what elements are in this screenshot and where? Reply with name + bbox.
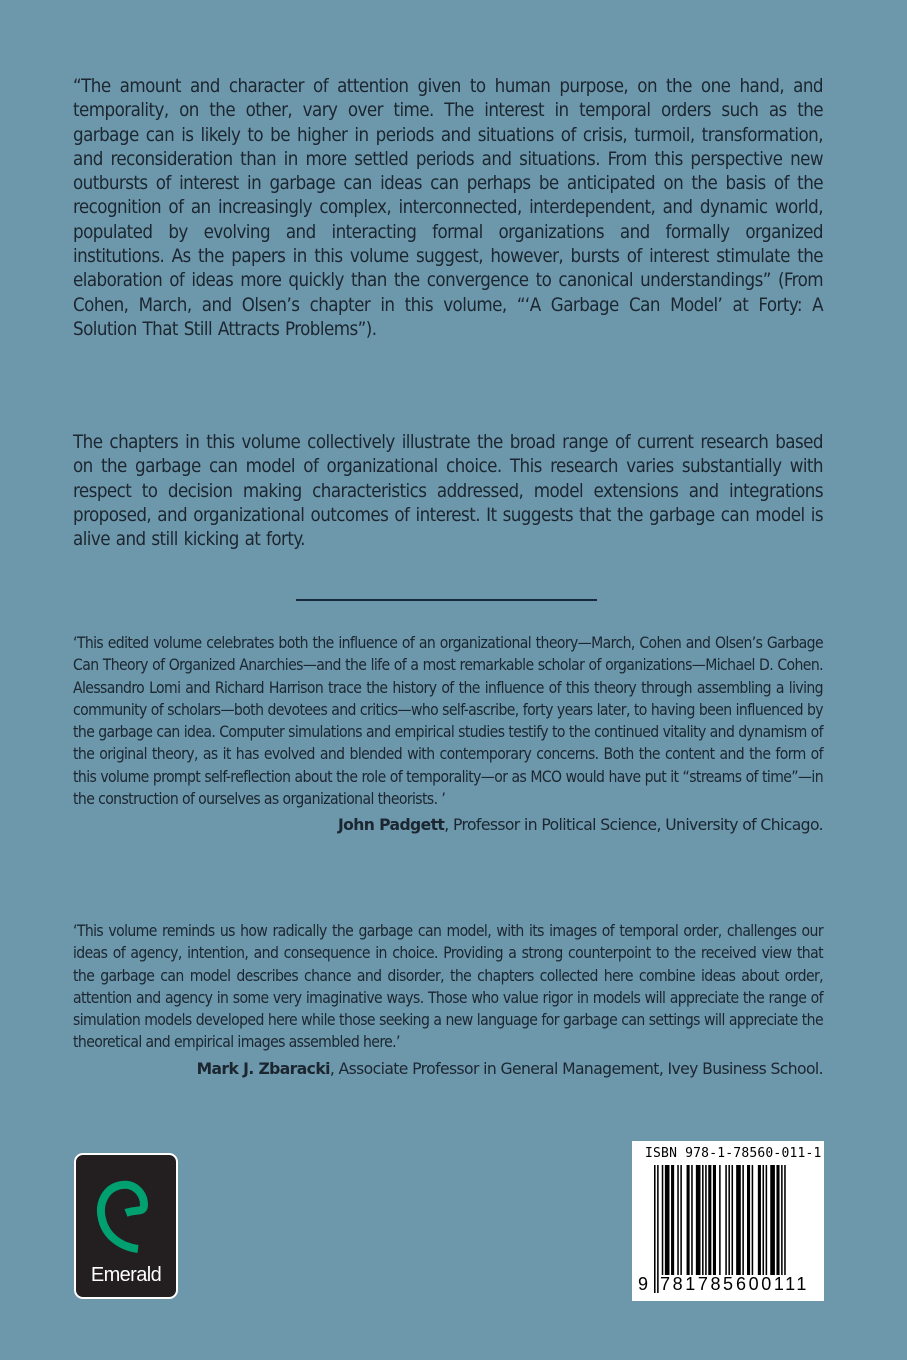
barcode-bar <box>657 1165 659 1293</box>
barcode-digits-right: 600111 <box>736 1274 809 1294</box>
barcode-bar <box>728 1165 730 1275</box>
review-attribution <box>73 1060 823 1078</box>
reviewer-name: Mark J. Zbaracki <box>196 1059 330 1078</box>
review-attribution <box>73 816 823 834</box>
barcode-bar <box>702 1165 704 1275</box>
publisher-logo <box>74 1153 178 1299</box>
reviewer-affiliation: , Associate Professor in General Management, Ivey Business School. <box>329 1059 823 1078</box>
barcode-bar <box>687 1165 690 1275</box>
barcode-bar <box>758 1165 761 1275</box>
barcode-bar <box>705 1165 707 1275</box>
barcode-bar <box>742 1165 744 1275</box>
publisher-name: Emerald <box>90 1264 162 1286</box>
barcode-bar <box>696 1165 701 1275</box>
reviewer-name: John Padgett <box>337 816 445 835</box>
review-quote: ‘This volume reminds us how radically the garbage can model, with its images of temporal order, challenges our ideas of agency, intention, and consequence in choice. Providing a strong counterpoint to the received view that the garbage can model describes chance and disorder, the chapters collected here combine ideas about order, attention and agency in some very imaginative ways. Those who value rigor in models will appreciate the range of simulation models developed here while those seeking a new language for garbage can settings will appreciate the theoretical and empirical images assembled here.’ <box>73 922 823 1052</box>
barcode-digit-lead: 9 <box>638 1274 651 1294</box>
emerald-spiral-icon <box>86 1165 166 1265</box>
barcode-digits-left: 781785 <box>660 1274 736 1294</box>
barcode-bar <box>752 1165 754 1275</box>
barcode-bar <box>763 1165 765 1275</box>
barcode-bar <box>677 1165 679 1275</box>
barcode-bar <box>691 1165 693 1275</box>
isbn-label: ISBN 978-1-78560-011-1 <box>645 1146 822 1161</box>
barcode-bar <box>665 1165 670 1275</box>
barcode-bar <box>654 1165 656 1293</box>
review-quote: ‘This edited volume celebrates both the influence of an organizational theory—March, Cohen and Olsen’s Garbage Can Theory of Organized Anarchies—and the life of a most remarkable scholar of organizations—Michael D. Cohen. Alessandro Lomi and Richard Harrison trace the history of the influence of this theory through assembling a living community of scholars—both devotees and critics—who self-ascribe, forty years later, to having been influenced by the garbage can idea. Computer simulations and empirical studies testify to the continued vitality and dynamism of the original theory, as it has evolved and blended with contemporary concerns. Both the content and the form of this volume prompt self-reflection about the role of temporality—or as MCO would have put it “streams of time”—in the construction of ourselves as organizational theorists. ’ <box>73 634 823 809</box>
review-zbaracki <box>73 920 823 1078</box>
barcode-bar <box>713 1165 716 1275</box>
barcode-bar <box>770 1165 775 1275</box>
isbn-barcode <box>632 1141 824 1301</box>
barcode-bar <box>747 1165 750 1275</box>
barcode-bar <box>766 1165 768 1275</box>
barcode-bar <box>736 1165 741 1275</box>
section-divider <box>296 599 597 601</box>
reviewer-affiliation: , Professor in Political Science, University of Chicago. <box>444 816 823 835</box>
barcode-bar <box>708 1165 711 1275</box>
barcode-bar <box>776 1165 779 1275</box>
blurb-paragraph-quote: “The amount and character of attention given to human purpose, on the one hand, and temporality, on the other, vary over time. The interest in temporal orders such as the garbage can is likely to be higher in periods and situations of crisis, turmoil, transformation, and reconsideration than in more settled periods and situations. From this perspective new outbursts of interest in garbage can ideas can perhaps be anticipated on the basis of the recognition of an increasingly complex, interconnected, interdependent, and dynamic world, populated by evolving and interacting formal organizations and formally organized institutions. As the papers in this volume suggest, however, bursts of interest stimulate the elaboration of ideas more quickly than the convergence to canonical understandings” (From Cohen, March, and Olsen’s chapter in this volume, “‘A Garbage Can Model’ at Forty: A Solution That Still Attracts Problems”). <box>73 76 823 340</box>
barcode-bar <box>680 1165 682 1275</box>
barcode-bar <box>671 1165 674 1275</box>
barcode-bar <box>662 1165 664 1275</box>
barcode-bar <box>732 1165 734 1275</box>
review-padgett <box>73 632 823 834</box>
blurb-paragraph-summary: The chapters in this volume collectively illustrate the broad range of current research based on the garbage can model of organizational choice. This research varies substantially with respect to decision making characteristics addressed, model extensions and integrations proposed, and organizational outcomes of interest. It suggests that the garbage can model is alive and still kicking at forty. <box>73 432 823 551</box>
